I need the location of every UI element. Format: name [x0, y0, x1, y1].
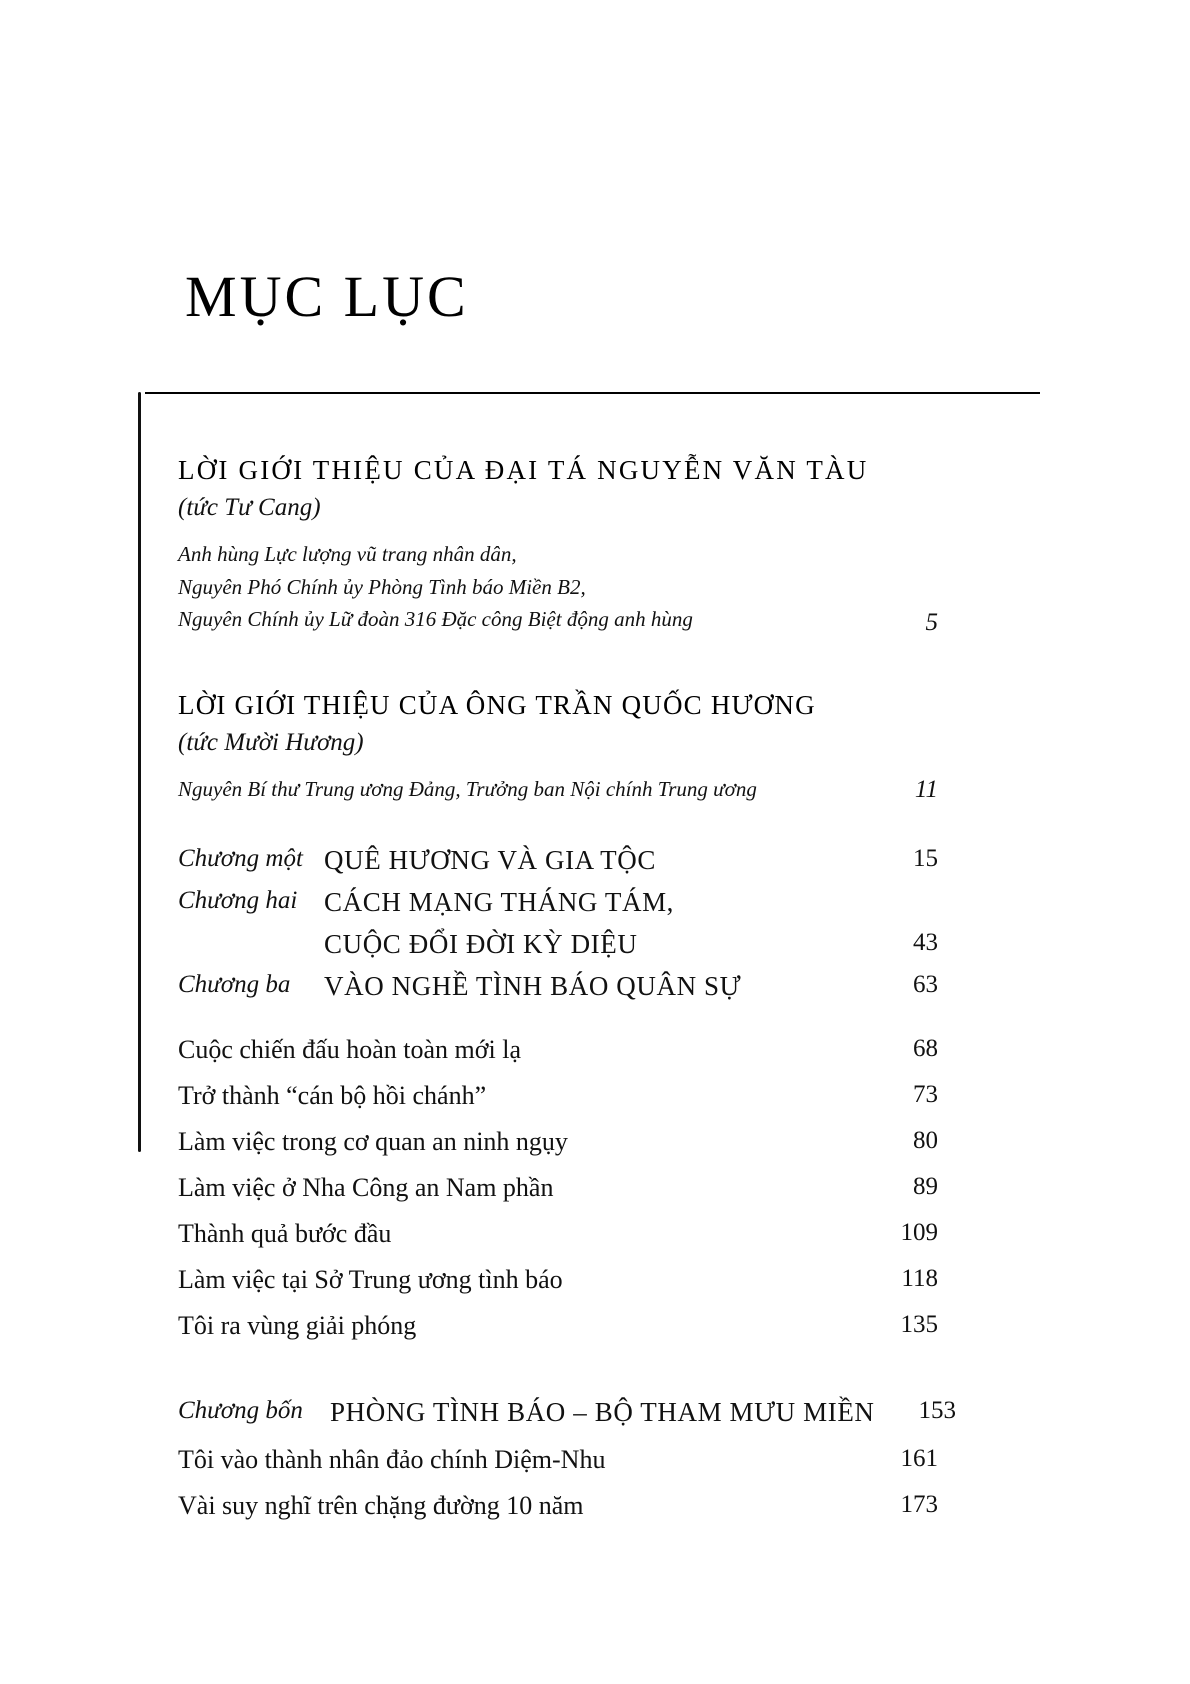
entry-label: Tôi vào thành nhân đảo chính Diệm-Nhu — [178, 1445, 606, 1475]
title-divider — [145, 392, 1040, 394]
chapter-title: CUỘC ĐỔI ĐỜI KỲ DIỆU — [324, 929, 638, 960]
chapter-row — [178, 971, 938, 1013]
toc-entry — [178, 1445, 938, 1491]
chapter-label: Chương hai — [178, 887, 298, 915]
toc-entry — [178, 1219, 938, 1265]
toc-entry — [178, 1127, 938, 1173]
toc-content — [178, 455, 956, 1537]
chapter-label: Chương ba — [178, 971, 291, 999]
section-notes — [178, 538, 938, 636]
entry-label: Tôi ra vùng giải phóng — [178, 1311, 417, 1341]
section-note-line: Anh hùng Lực lượng vũ trang nhân dân, — [178, 542, 517, 566]
page-number: 161 — [900, 1445, 938, 1473]
entry-label: Làm việc tại Sở Trung ương tình báo — [178, 1265, 563, 1295]
page-number: 89 — [913, 1173, 938, 1201]
chapter-label: Chương bốn — [178, 1397, 303, 1425]
chapter-row — [178, 845, 938, 887]
toc-entry — [178, 1173, 938, 1219]
toc-section — [178, 690, 938, 806]
page-title: MỤC LỤC — [185, 264, 469, 329]
chapter-title: PHÒNG TÌNH BÁO – BỘ THAM MƯU MIỀN — [330, 1397, 875, 1428]
page-number: 109 — [900, 1219, 938, 1247]
toc-entry — [178, 1035, 938, 1081]
chapter-row — [178, 887, 938, 929]
chapter-row — [178, 929, 938, 971]
entry-label: Làm việc trong cơ quan an ninh ngụy — [178, 1127, 568, 1157]
section-note-line: Nguyên Phó Chính ủy Phòng Tình báo Miền B2, — [178, 574, 586, 599]
page-number: 11 — [914, 775, 938, 803]
entry-list — [178, 1035, 938, 1357]
page-number: 153 — [918, 1397, 956, 1425]
toc-entry — [178, 1081, 938, 1127]
chapter-title: VÀO NGHỀ TÌNH BÁO QUÂN SỰ — [324, 971, 742, 1002]
entry-label: Cuộc chiến đấu hoàn toàn mới lạ — [178, 1035, 521, 1065]
section-notes — [178, 773, 938, 806]
entry-label: Vài suy nghĩ trên chặng đường 10 năm — [178, 1491, 584, 1521]
toc-entry — [178, 1265, 938, 1311]
page-number: 63 — [913, 971, 938, 999]
page-number: 73 — [913, 1081, 938, 1109]
entry-label: Trở thành “cán bộ hồi chánh” — [178, 1081, 487, 1111]
chapter-list — [178, 845, 938, 1013]
chapter-title: CÁCH MẠNG THÁNG TÁM, — [324, 887, 675, 918]
page-number: 173 — [900, 1491, 938, 1519]
section-note-line: Nguyên Chính ủy Lữ đoàn 316 Đặc công Biệt động anh hùng — [178, 607, 693, 632]
section-note-line: Nguyên Bí thư Trung ương Đảng, Trưởng ban Nội chính Trung ương — [178, 776, 757, 801]
toc-entry — [178, 1311, 938, 1357]
page-number: 68 — [913, 1035, 938, 1063]
section-heading: LỜI GIỚI THIỆU CỦA ÔNG TRẦN QUỐC HƯƠNG — [178, 689, 816, 720]
page-number: 15 — [913, 845, 938, 873]
chapter-label: Chương một — [178, 845, 303, 873]
chapter-title: QUÊ HƯƠNG VÀ GIA TỘC — [324, 845, 656, 876]
page-number: 118 — [901, 1265, 938, 1293]
entry-list-after — [178, 1445, 938, 1537]
gutter-mark — [138, 392, 141, 1152]
page-number: 5 — [925, 609, 938, 636]
toc-entry — [178, 1491, 938, 1537]
section-heading: LỜI GIỚI THIỆU CỦA ĐẠI TÁ NGUYỄN VĂN TÀU — [178, 455, 869, 485]
chapter-row — [178, 1397, 956, 1445]
page-number: 43 — [913, 929, 938, 957]
section-subtitle: (tức Mười Hương) — [178, 728, 364, 756]
entry-label: Làm việc ở Nha Công an Nam phần — [178, 1173, 554, 1203]
page-number: 135 — [900, 1311, 938, 1339]
toc-section — [178, 455, 938, 636]
section-subtitle: (tức Tư Cang) — [178, 494, 321, 521]
page-number: 80 — [913, 1127, 938, 1155]
entry-label: Thành quả bước đầu — [178, 1219, 392, 1249]
